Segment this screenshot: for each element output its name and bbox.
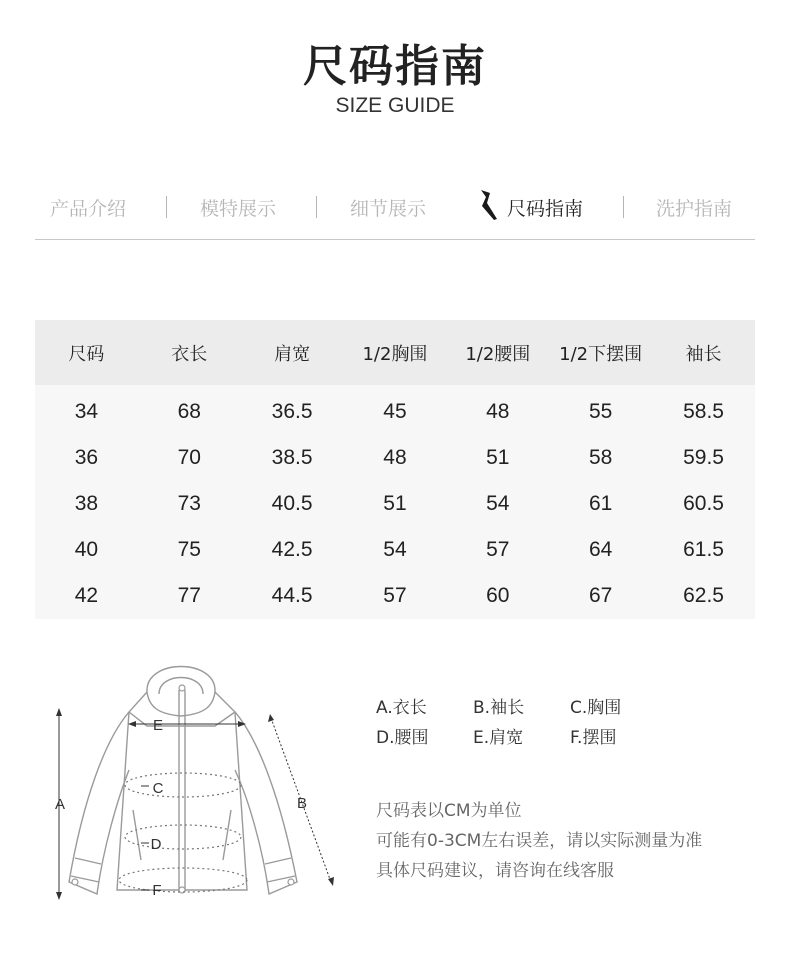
diagram-label-f: F	[152, 882, 162, 899]
table-cell: 40	[74, 538, 99, 561]
table-cell: 70	[177, 446, 201, 469]
page-title: 尺码指南	[303, 41, 487, 92]
table-cell: 38	[74, 492, 99, 515]
diagram-label-e: E	[152, 717, 164, 734]
table-header-cell: 衣长	[138, 320, 241, 385]
tab-divider	[166, 196, 167, 218]
table-header-cell: 1/2腰围	[446, 320, 549, 385]
table-cell: 57	[383, 584, 407, 607]
table-cell: 36	[74, 446, 99, 469]
table-cell: 55	[588, 400, 613, 423]
table-cell: 59.5	[683, 446, 724, 469]
table-row	[35, 481, 755, 527]
table-cell: 77	[177, 584, 201, 607]
tab-detail-display[interactable]: 细节展示	[350, 198, 427, 220]
legend-item-e: E.肩宽	[473, 728, 524, 748]
table-cell: 34	[74, 400, 99, 423]
legend-item-a: A.衣长	[376, 698, 427, 718]
diagram-label-a: A	[54, 796, 66, 813]
note-line: 可能有0-3CM左右误差，请以实际测量为准	[376, 831, 703, 851]
table-cell: 45	[383, 400, 407, 423]
table-cell: 61.5	[683, 538, 724, 561]
table-cell: 58	[588, 446, 613, 469]
diagram-label-c: C	[152, 780, 164, 797]
tab-underline	[35, 239, 755, 240]
table-cell: 68	[177, 400, 201, 423]
size-table	[35, 320, 755, 619]
note-line: 尺码表以CM为单位	[376, 801, 522, 821]
table-cell: 64	[588, 538, 613, 561]
table-cell: 67	[588, 584, 613, 607]
table-cell: 58.5	[683, 400, 724, 423]
tab-care-guide[interactable]: 洗护指南	[656, 198, 733, 220]
table-header-row	[35, 320, 755, 385]
table-cell: 48	[383, 446, 407, 469]
table-cell: 40.5	[271, 492, 313, 515]
table-cell: 75	[177, 538, 201, 561]
legend-item-d: D.腰围	[376, 728, 429, 748]
table-row	[35, 573, 755, 619]
table-cell: 51	[383, 492, 407, 515]
tab-product-intro[interactable]: 产品介绍	[50, 198, 127, 220]
table-cell: 62.5	[683, 584, 724, 607]
table-row	[35, 527, 755, 573]
page-subtitle: SIZE GUIDE	[335, 94, 455, 117]
table-cell: 54	[383, 538, 407, 561]
legend-item-f: F.摆围	[570, 728, 617, 748]
table-row	[35, 435, 755, 481]
table-cell: 60	[486, 584, 510, 607]
tab-divider	[316, 196, 317, 218]
diagram-label-d: D	[150, 836, 162, 853]
table-cell: 38.5	[271, 446, 313, 469]
table-row	[35, 385, 755, 435]
table-cell: 44.5	[271, 584, 313, 607]
table-header-cell: 1/2胸围	[344, 320, 447, 385]
table-cell: 51	[486, 446, 510, 469]
jacket-measurement-diagram	[45, 650, 345, 910]
table-cell: 42	[74, 584, 99, 607]
table-cell: 36.5	[271, 400, 313, 423]
note-line: 具体尺码建议，请咨询在线客服	[376, 861, 614, 881]
tab-divider	[623, 196, 624, 218]
tab-size-guide[interactable]: 尺码指南	[507, 198, 584, 220]
tab-model-display[interactable]: 模特展示	[200, 198, 277, 220]
table-header-cell: 袖长	[652, 320, 755, 385]
table-header-cell: 尺码	[35, 320, 138, 385]
table-cell: 73	[177, 492, 201, 515]
legend-item-b: B.袖长	[473, 698, 525, 718]
table-header-cell: 1/2下摆围	[549, 320, 652, 385]
table-cell: 57	[486, 538, 510, 561]
table-cell: 54	[486, 492, 510, 515]
diagram-label-b: B	[296, 795, 308, 812]
table-header-cell: 肩宽	[241, 320, 344, 385]
table-cell: 42.5	[271, 538, 313, 561]
table-cell: 61	[588, 492, 613, 515]
legend-item-c: C.胸围	[570, 698, 622, 718]
table-cell: 60.5	[683, 492, 724, 515]
size-notes	[376, 796, 702, 886]
tab-active-indicator-icon	[478, 189, 500, 221]
table-cell: 48	[486, 400, 510, 423]
tab-bar	[35, 188, 755, 226]
